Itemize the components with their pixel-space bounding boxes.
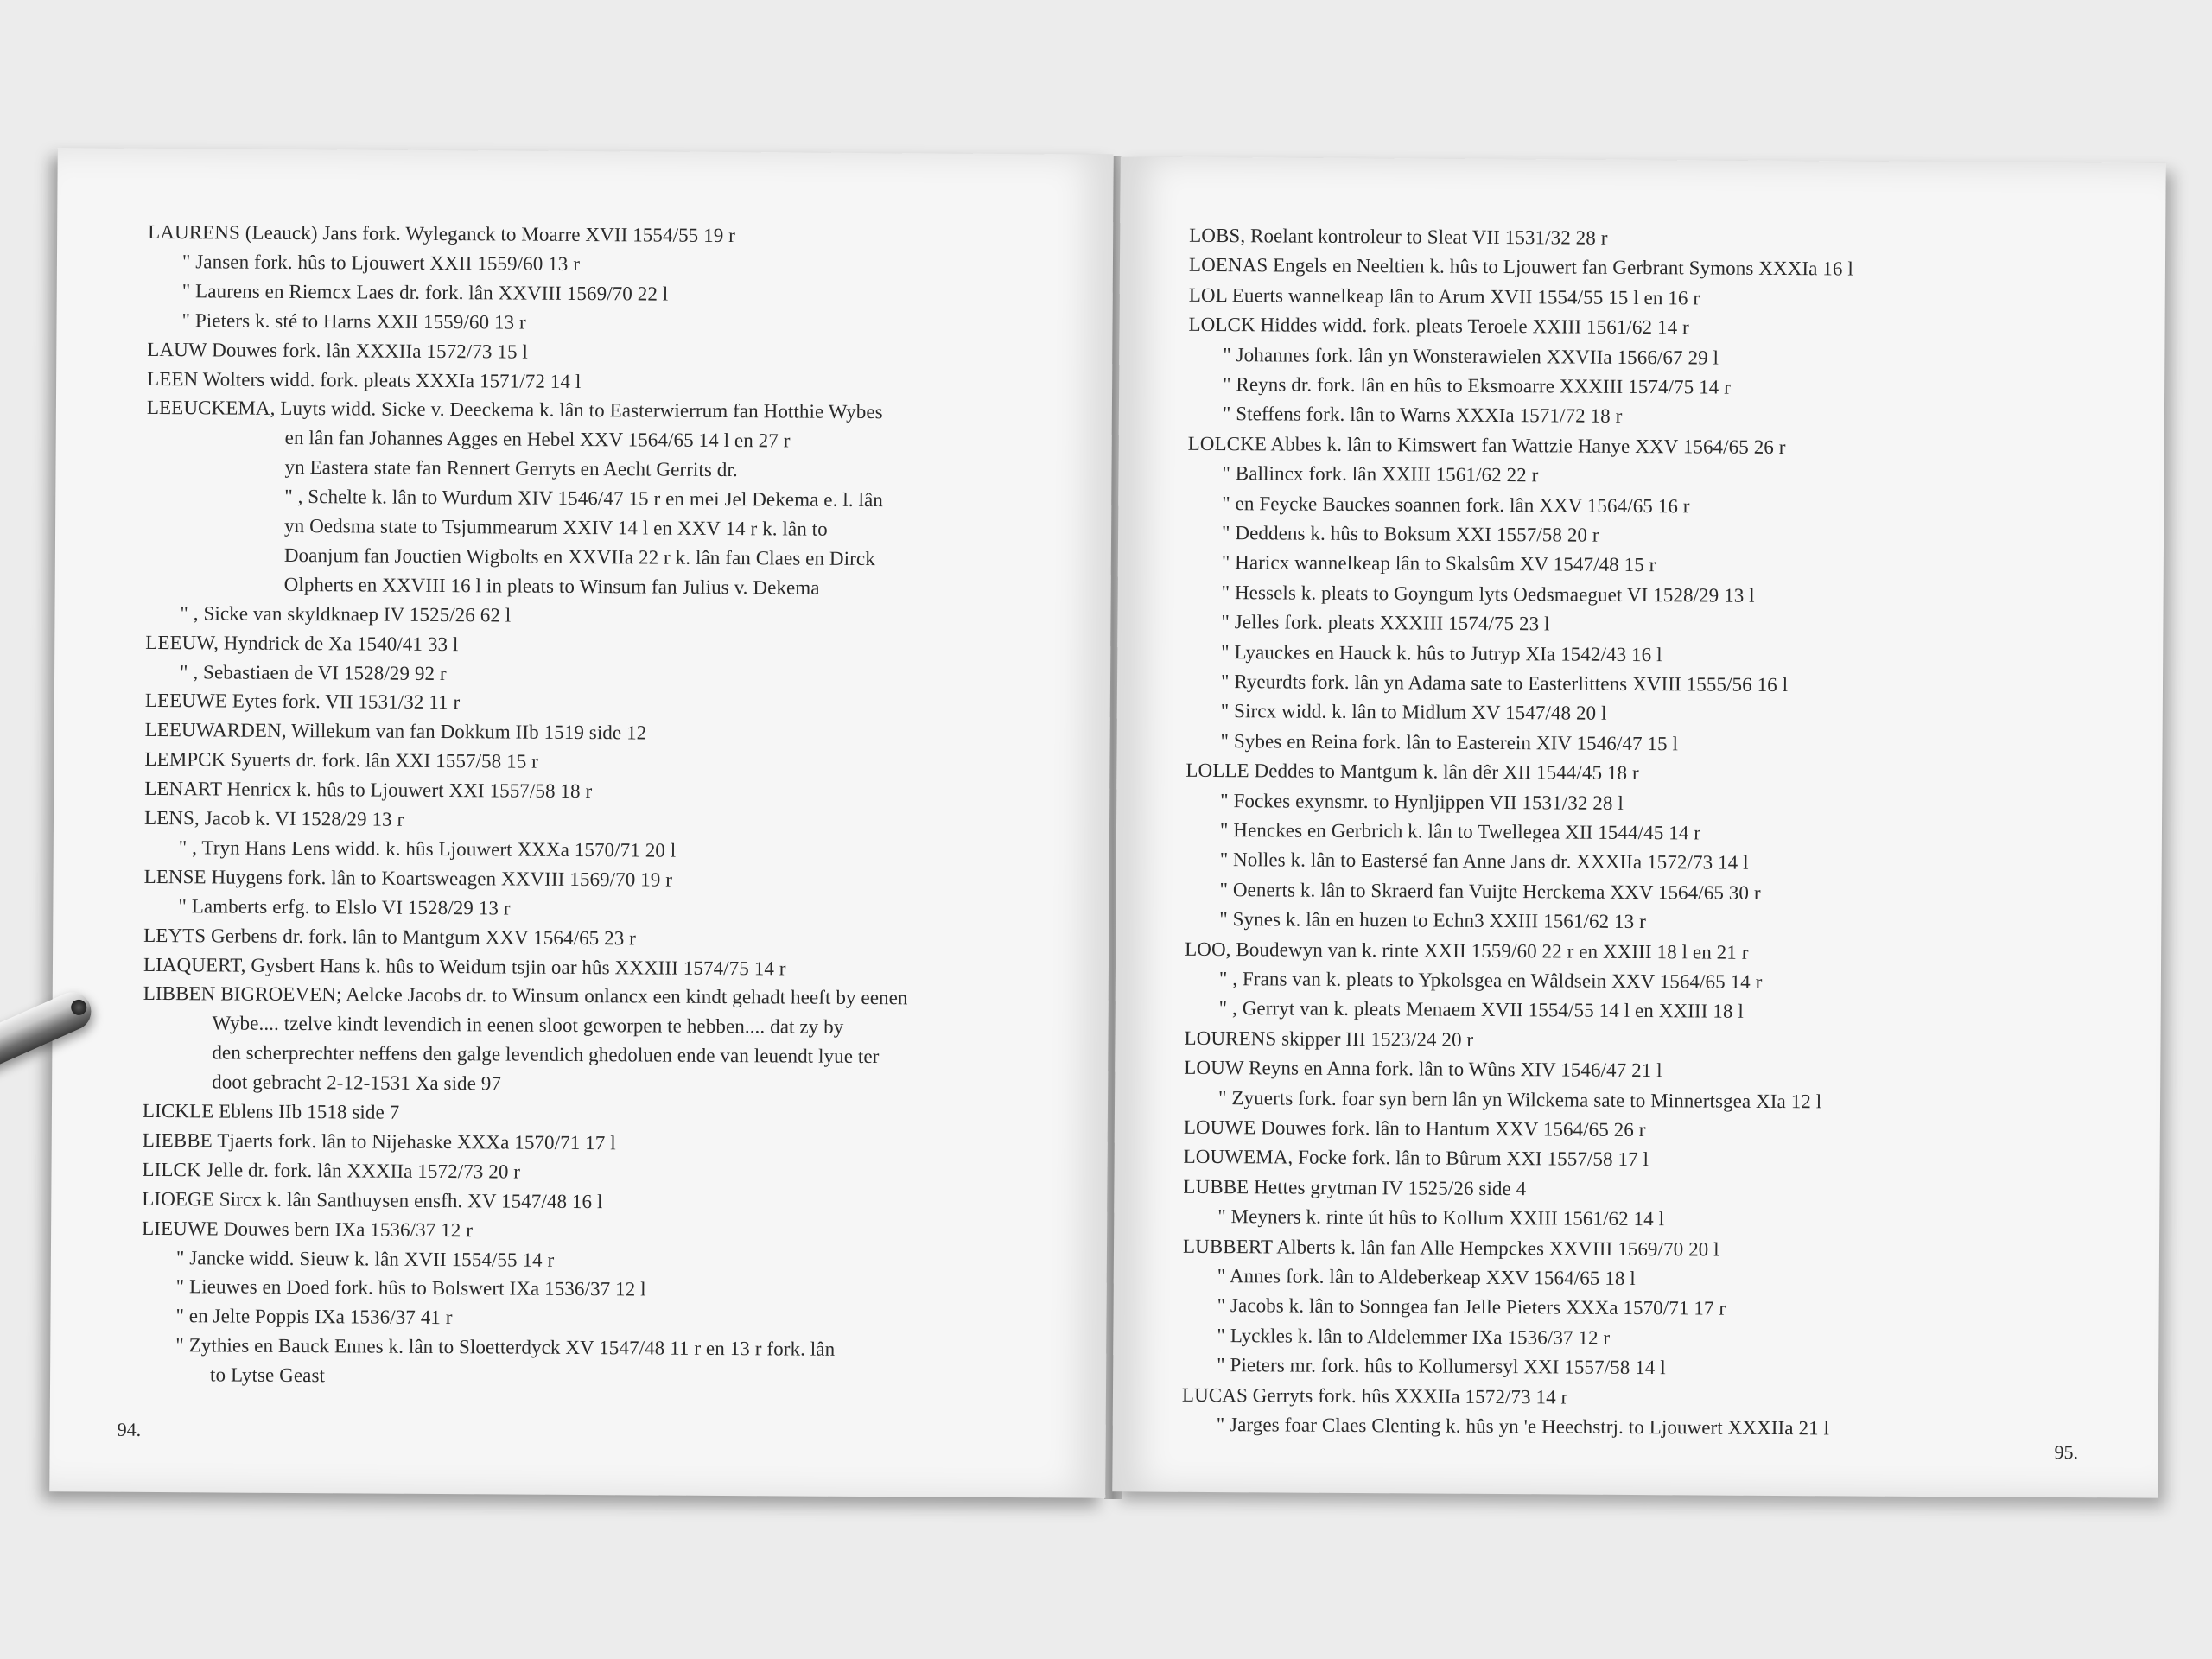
left-line: LIOEGE Sircx k. lân Santhuysen ensfh. XV 1547/48 16 l <box>142 1187 603 1212</box>
left-line: yn Eastera state fan Rennert Gerryts en Aecht Gerrits dr. <box>284 456 738 481</box>
right-line: " Hessels k. pleats to Goyngum lyts Oedsmaeguet VI 1528/29 13 l <box>1221 581 1755 607</box>
left-line: " , Schelte k. lân to Wurdum XIV 1546/47 15 r en mei Jel Dekema e. l. lân <box>284 485 884 512</box>
left-line: " Lieuwes en Doed fork. hûs to Bolswert IXa 1536/37 12 l <box>175 1275 646 1300</box>
left-line: den scherprechter neffens den galge levendich ghedoluen ende van leuendt lyue ter <box>212 1041 880 1068</box>
right-line: LOENAS Engels en Neeltien k. hûs to Ljouwert fan Gerbrant Symons XXXIa 16 l <box>1188 254 1853 280</box>
left-line: LENSE Huygens fork. lân to Koartsweagen XXVIII 1569/70 19 r <box>143 865 673 891</box>
right-line: LOLLE Deddes to Mantgum k. lân dêr XII 1544/45 18 r <box>1185 759 1639 785</box>
left-line: LENART Henricx k. hûs to Ljouwert XXI 1557/58 18 r <box>144 778 593 803</box>
right-line: LOLCK Hiddes widd. fork. pleats Teroele XXIII 1561/62 14 r <box>1188 313 1689 339</box>
right-line: " Fockes exynsmr. to Hynljippen VII 1531/32 28 l <box>1220 789 1624 814</box>
left-line: LENS, Jacob k. VI 1528/29 13 r <box>143 806 404 830</box>
left-line: LEEUW, Hyndrick de Xa 1540/41 33 l <box>145 631 459 655</box>
right-line: " Annes fork. lân to Aldeberkeap XXV 1564/65 18 l <box>1217 1265 1636 1289</box>
left-line: LIEBBE Tjaerts fork. lân to Nijehaske XXXa 1570/71 17 l <box>142 1128 616 1154</box>
left-line: LEEUWE Eytes fork. VII 1531/32 11 r <box>144 690 461 714</box>
right-line: " Henckes en Gerbrich k. lân to Twellegea XII 1544/45 14 r <box>1219 819 1701 844</box>
right-line: " Pieters mr. fork. hûs to Kollumersyl XXI 1557/58 14 l <box>1217 1354 1666 1379</box>
left-line: LICKLE Eblens IIb 1518 side 7 <box>142 1099 400 1123</box>
left-line: LIBBEN BIGROEVEN; Aelcke Jacobs dr. to Winsum onlancx een kindt gehadt heeft by eenen <box>143 982 908 1009</box>
left-line: Doanjum fan Jouctien Wigbolts en XXVIIa 22 r k. lân fan Claes en Dirck <box>283 543 875 569</box>
left-line: " Jansen fork. hûs to Ljouwert XXII 1559/60 13 r <box>181 251 581 275</box>
left-line: " , Sebastiaen de VI 1528/29 92 r <box>179 660 447 684</box>
right-line: " Ballincx fork. lân XXIII 1561/62 22 r <box>1222 462 1539 486</box>
pen-point-icon <box>68 997 89 1018</box>
right-line: " , Frans van k. pleats to Ypkolsgea en Wâldsein XXV 1564/65 14 r <box>1218 968 1763 993</box>
left-line: doot gebracht 2-12-1531 Xa side 97 <box>212 1071 502 1095</box>
right-line: " Deddens k. hûs to Boksum XXI 1557/58 20 r <box>1221 522 1599 546</box>
left-line: " Zythies en Bauck Ennes k. lân to Sloetterdyck XV 1547/48 11 r en 13 r fork. lân <box>175 1334 836 1360</box>
right-line: " Johannes fork. lân yn Wonsterawielen XXVIIa 1566/67 29 l <box>1223 343 1719 369</box>
right-line: " Zyuerts fork. foar syn bern lân yn Wilckema sate to Minnertsgea XIa 12 l <box>1218 1086 1822 1112</box>
left-page-number: 94. <box>117 1418 142 1440</box>
right-line: " Haricx wannelkeap lân to Skalsûm XV 1547/48 15 r <box>1221 551 1656 576</box>
left-line: Wybe.... tzelve kindt levendich in eenen sloot geworpen te hebben.... dat zy by <box>212 1012 844 1039</box>
right-line: " Meyners k. rinte út hûs to Kollum XXIII 1561/62 14 l <box>1217 1205 1665 1230</box>
right-line: " Jarges foar Claes Clenting k. hûs yn 'e Heechstrj. to Ljouwert XXXIIa 21 l <box>1216 1414 1830 1440</box>
left-line: en lân fan Johannes Agges en Hebel XXV 1564/65 14 l en 27 r <box>284 427 791 452</box>
right-line: " Nolles k. lân to Eastersé fan Anne Jans dr. XXXIIa 1572/73 14 l <box>1219 849 1749 874</box>
right-page-text <box>1121 156 2166 1440</box>
right-line: LOURENS skipper III 1523/24 20 r <box>1184 1027 1474 1051</box>
right-line: LUCAS Gerryts fork. hûs XXXIIa 1572/73 14 r <box>1181 1383 1568 1408</box>
right-line: " Sircx widd. k. lân to Midlum XV 1547/48 20 l <box>1220 700 1607 725</box>
right-page <box>1112 156 2165 1497</box>
right-line: LUBBE Hettes grytman IV 1525/26 side 4 <box>1183 1175 1527 1200</box>
left-line: Olpherts en XXVIII 16 l in pleats to Winsum fan Julius v. Dekema <box>283 573 820 599</box>
left-page-text <box>58 148 1114 1387</box>
right-line: LOUWE Douwes fork. lân to Hantum XXV 1564/65 26 r <box>1183 1116 1646 1141</box>
left-line: LIAQUERT, Gysbert Hans k. hûs to Weidum tsjin oar hûs XXXIII 1574/75 14 r <box>143 953 786 979</box>
left-line: yn Oedsma state to Tsjummearum XXIV 14 l en XXV 14 r k. lân to <box>284 514 828 540</box>
left-line: " , Tryn Hans Lens widd. k. hûs Ljouwert XXXa 1570/71 20 l <box>178 836 677 861</box>
left-line: LEEUCKEMA, Luyts widd. Sicke v. Deeckema k. lân to Easterwierrum fan Hotthie Wybes <box>146 397 883 423</box>
right-line: LOL Euerts wannelkeap lân to Arum XVII 1554/55 15 l en 16 r <box>1188 283 1700 309</box>
right-line: " Synes k. lân en huzen to Echn3 XXIII 1561/62 13 r <box>1219 908 1646 933</box>
left-line: " Laurens en Riemcx Laes dr. fork. lân XXVIII 1569/70 22 l <box>181 279 669 305</box>
left-page <box>49 148 1113 1497</box>
right-line: " Reyns dr. fork. lân en hûs to Eksmoarre XXXIII 1574/75 14 r <box>1223 373 1732 398</box>
right-line: " en Feycke Bauckes soannen fork. lân XXV 1564/65 16 r <box>1222 492 1690 517</box>
left-line: LEYTS Gerbens dr. fork. lân to Mantgum XXV 1564/65 23 r <box>143 924 637 949</box>
left-line: LAUW Douwes fork. lân XXXIIa 1572/73 15 l <box>147 338 529 363</box>
right-page-number: 95. <box>2054 1440 2079 1464</box>
left-line: " Lamberts erfg. to Elslo VI 1528/29 13 r <box>178 894 511 919</box>
right-line: " Lyckles k. lân to Aldelemmer IXa 1536/37 12 r <box>1217 1324 1611 1349</box>
left-line: " , Sicke van skyldknaep IV 1525/26 62 l <box>180 601 512 626</box>
right-line: LOO, Boudewyn van k. rinte XXII 1559/60 22 r en XXIII 18 l en 21 r <box>1185 938 1749 963</box>
right-line: LOUW Reyns en Anna fork. lân to Wûns XIV 1546/47 21 l <box>1184 1056 1662 1082</box>
left-line: LIEUWE Douwes bern IXa 1536/37 12 r <box>142 1217 474 1241</box>
right-line: " Jelles fork. pleats XXXIII 1574/75 23 l <box>1221 611 1550 635</box>
left-line: LEMPCK Syuerts dr. fork. lân XXI 1557/58 15 r <box>144 748 539 772</box>
right-line: " , Gerryt van k. pleats Menaem XVII 1554/55 14 l en XXIII 18 l <box>1218 997 1744 1023</box>
left-line: LEEUWARDEN, Willekum van fan Dokkum IIb 1519 side 12 <box>144 719 647 744</box>
right-line: " Steffens fork. lân to Warns XXXIa 1571/72 18 r <box>1222 403 1623 428</box>
left-line: LILCK Jelle dr. fork. lân XXXIIa 1572/73 20 r <box>142 1158 521 1183</box>
right-line: " Sybes en Reina fork. lân to Easterein XIV 1546/47 15 l <box>1220 729 1679 755</box>
left-line: " Jancke widd. Sieuw k. lân XVII 1554/55 14 r <box>175 1246 555 1271</box>
right-line: LOUWEMA, Focke fork. lân to Bûrum XXI 1557/58 17 l <box>1183 1146 1649 1171</box>
right-line: LOBS, Roelant kontroleur to Sleat VII 1531/32 28 r <box>1189 224 1608 249</box>
right-line: " Jacobs k. lân to Sonngea fan Jelle Pieters XXXa 1570/71 17 r <box>1217 1294 1726 1320</box>
right-line: LOLCKE Abbes k. lân to Kimswert fan Wattzie Hanye XXV 1564/65 26 r <box>1187 432 1786 458</box>
left-line: LEEN Wolters widd. fork. pleats XXXIa 1571/72 14 l <box>147 367 582 392</box>
right-line: " Oenerts k. lân to Skraerd fan Vuijte Herckema XXV 1564/65 30 r <box>1219 878 1761 904</box>
left-line: LAURENS (Leauck) Jans fork. Wyleganck to Moarre XVII 1554/55 19 r <box>148 220 736 247</box>
right-line: " Lyauckes en Hauck k. hûs to Jutryp XIa 1542/43 16 l <box>1221 640 1662 665</box>
left-line: to Lytse Geast <box>210 1363 326 1387</box>
left-line: " Pieters k. sté to Harns XXII 1559/60 13 r <box>181 308 526 334</box>
right-line: " Ryeurdts fork. lân yn Adama sate to Easterlittens XVIII 1555/56 16 l <box>1220 671 1789 696</box>
right-line: LUBBERT Alberts k. lân fan Alle Hempckes XXVIII 1569/70 20 l <box>1182 1235 1719 1261</box>
left-line: " en Jelte Poppis IXa 1536/37 41 r <box>175 1305 453 1329</box>
